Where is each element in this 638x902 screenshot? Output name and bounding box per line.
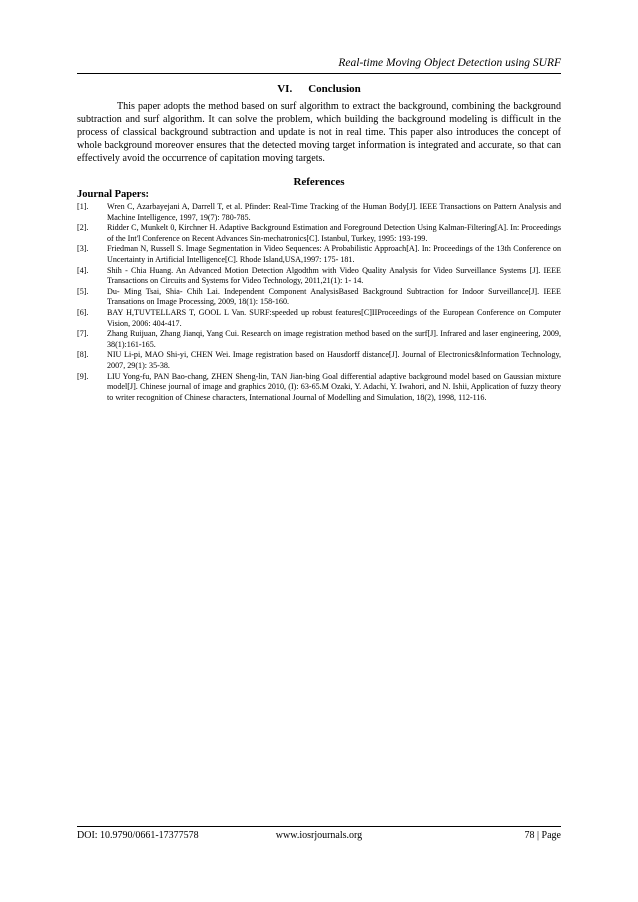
reference-text: Ridder C, Munkelt 0, Kirchner H. Adaptive Background Estimation and Foreground Detection Using Kalman-Filtering[A]. In: Proceedings of the Int'l Conference on Recent Advances Sin-mechatronics[C]. Istanbul, Turkey, 1995: 193-199. xyxy=(107,223,561,243)
footer-rule xyxy=(77,826,561,827)
footer-page-number: 78 | Page xyxy=(524,830,561,841)
reference-number: [4]. xyxy=(77,265,89,275)
reference-list xyxy=(77,202,561,403)
footer-website: www.iosrjournals.org xyxy=(275,830,363,841)
reference-text: Shih - Chia Huang. An Advanced Motion Detection Algodthm with Video Quality Analysis for Video Surveillance Systems [J]. IEEE Transactions on Circuits and Systems for Video Technology, 2011,21(1): 1- 14. xyxy=(107,265,561,286)
reference-item xyxy=(77,350,561,371)
reference-text: Friedman N, Russell S. Image Segmentation in Video Sequences: A Probabilistic Approach[A]. In: Proceedings of the 13th Conference on Uncertainty in Artificial Intelligence[C]. Rhode Island,USA,1997: 175- 181. xyxy=(107,244,561,264)
reference-number: [6]. xyxy=(77,307,89,317)
header-rule xyxy=(77,73,561,74)
reference-number: [3]. xyxy=(77,244,89,254)
reference-item xyxy=(77,244,561,265)
reference-item xyxy=(77,308,561,329)
running-header: Real-time Moving Object Detection using SURF xyxy=(338,57,561,69)
reference-text: Du- Ming Tsai, Shia- Chih Lai. Independent Component AnalysisBased Background Subtraction for Indoor Surveillance[J]. IEEE Transations on Image Processing, 2009, 18(1): 158-160. xyxy=(107,286,561,307)
reference-item xyxy=(77,372,561,404)
section-title: Conclusion xyxy=(308,83,361,95)
reference-item xyxy=(77,329,561,350)
section-heading xyxy=(77,83,561,96)
reference-item xyxy=(77,287,561,308)
reference-item xyxy=(77,223,561,244)
journal-papers-subheading: Journal Papers: xyxy=(77,189,150,200)
reference-number: [2]. xyxy=(77,223,89,233)
reference-item xyxy=(77,266,561,287)
reference-number: [9]. xyxy=(77,371,89,381)
reference-item xyxy=(77,202,561,223)
reference-number: [8]. xyxy=(77,350,89,360)
reference-text: Wren C, Azarbayejani A, Darrell T, et al. Pfinder: Real-Time Tracking of the Human Body[J]. IEEE Transactions on Pattern Analysis and Machine Intelligence, 1997, 19(7): 780-785. xyxy=(107,202,561,222)
reference-number: [5]. xyxy=(77,286,89,296)
references-heading: References xyxy=(293,176,345,188)
footer-doi: DOI: 10.9790/0661-17377578 xyxy=(77,830,199,841)
reference-text: NIU Li-pi, MAO Shi-yi, CHEN Wei. Image registration based on Hausdorff distance[J]. Journal of Electronics&lnformation Technology, 2007, 29(1): 35-38. xyxy=(107,350,561,370)
reference-number: [1]. xyxy=(77,202,89,211)
reference-text: BAY H,TUVTELLARS T, GOOL L Van. SURF:speeded up robust features[C]IIProceedings of the European Conference on Computer Vision, 2006: 404-417. xyxy=(107,307,561,328)
conclusion-paragraph: This paper adopts the method based on surf algorithm to extract the background, combining the background subtraction and surf algorithm. It can solve the problem, which building the background modeling is difficult in the process of classical background subtraction and update is not in real time. This paper also introduces the concept of whole background moreover ensures that the detected moving target information is integrated and accurate, so that can effectively avoid the occurrence of capitation moving targets. xyxy=(77,101,561,165)
reference-number: [7]. xyxy=(77,329,89,339)
reference-text: Zhang Ruijuan, Zhang Jianqi, Yang Cui. Research on image registration method based on the surf[J]. Infrared and laser engineering, 2009, 38(1):161-165. xyxy=(107,329,561,349)
reference-text: LIU Yong-fu, PAN Bao-chang, ZHEN Sheng-lin, TAN Jian-bing Goal differential adaptive background model based on Gaussian mixture model[J]. Chinese journal of image and graphics 2010, (I): 63-65.M Ozaki, Y. Adachi, Y. Iwahori, and N. Ishii, Application of fuzzy theory to writer recognition of Chinese characters, International Journal of Modelling and Simulation, 18(2), 1998, 112-116. xyxy=(107,371,561,402)
section-number: VI. xyxy=(277,83,293,95)
